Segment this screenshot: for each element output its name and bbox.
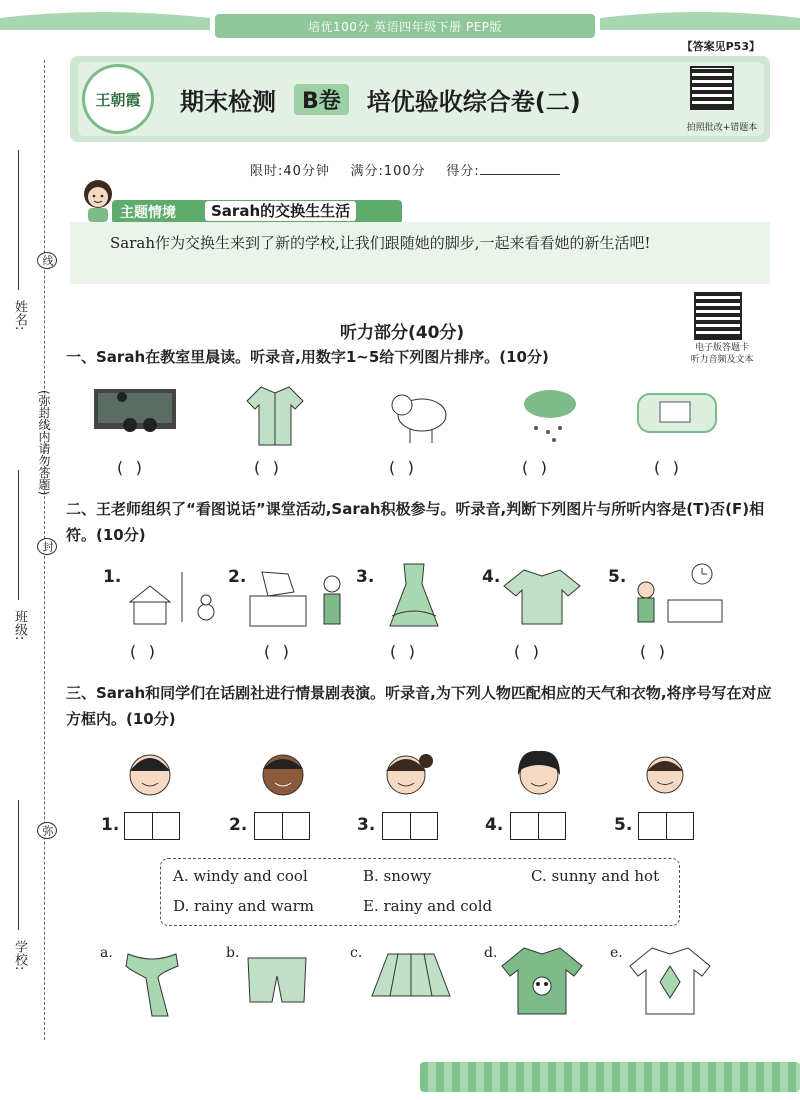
title-main: 培优验收综合卷(二) — [366, 88, 581, 116]
shirt-icon — [245, 383, 305, 447]
question-1: 一、Sarah在教室里晨读。听录音,用数字1~5给下列图片排序。(10分) — [66, 348, 549, 366]
seal-note: (弥封线内请勿答题) — [37, 390, 51, 496]
seal-mark-seal: 封 — [37, 538, 57, 555]
seal-mark-mi: 弥 — [37, 822, 57, 839]
intro-text: Sarah作为交换生来到了新的学校,让我们跟随她的脚步,一起来看看她的新生活吧! — [110, 234, 651, 252]
time-limit: 限时:40分钟 — [250, 164, 330, 179]
exam-meta — [250, 160, 560, 179]
dress-icon — [382, 560, 446, 634]
q3-box-1[interactable] — [124, 812, 180, 840]
listening-qr-icon[interactable] — [694, 292, 742, 340]
q3-num-3: 3. — [357, 815, 376, 835]
clothing-label-b: b. — [226, 945, 240, 961]
snowy-house-icon — [120, 562, 222, 632]
q1-answer-3[interactable]: ( ) — [387, 458, 416, 477]
q3-num-2: 2. — [229, 815, 248, 835]
skirt-icon — [368, 950, 454, 1002]
q2-answer-3[interactable]: ( ) — [388, 642, 417, 661]
q3-num-5: 5. — [614, 815, 633, 835]
rain-cloud-icon — [518, 382, 582, 446]
listening-qr-caption: 电子版答题卡 听力音频及文本 — [690, 343, 754, 365]
q2-num-1: 1. — [103, 567, 122, 587]
full-score: 满分:100分 — [350, 164, 426, 179]
score-label: 得分: — [446, 164, 480, 179]
q3-box-5[interactable] — [638, 812, 694, 840]
field-sign-icon — [636, 388, 718, 438]
title-exam: 期末检测 — [180, 88, 276, 116]
q3-num-4: 4. — [485, 815, 504, 835]
q2-answer-4[interactable]: ( ) — [512, 642, 541, 661]
ponytail-girl-face-icon — [380, 745, 434, 799]
question-2: 二、王老师组织了“看图说话”课堂活动,Sarah积极参与。听录音,判断下列图片与所听内容是(T)否(F)相符。(10分) — [66, 500, 765, 544]
clothing-label-a: a. — [100, 945, 113, 961]
seal-mark-line: 线 — [37, 252, 57, 269]
q3-box-3[interactable] — [382, 812, 438, 840]
question-3: 三、Sarah和同学们在话剧社进行情景剧表演。听录音,为下列人物匹配相应的天气和衣物,将序号写在对应方框内。(10分) — [66, 684, 772, 728]
qr-caption: 拍照批改+错题本 — [686, 123, 758, 133]
answer-reference: 【答案见P53】 — [681, 40, 760, 53]
girl-face-icon — [512, 745, 566, 799]
page-title — [180, 82, 581, 117]
clothing-label-c: c. — [350, 945, 363, 961]
t-shirt-icon — [502, 566, 582, 628]
score-blank[interactable] — [480, 162, 560, 175]
scarf-icon — [118, 948, 186, 1020]
argyle-sweater-icon — [628, 944, 712, 1016]
q2-num-3: 3. — [356, 567, 375, 587]
option-b: B. snowy — [363, 867, 432, 885]
small-boy-face-icon — [640, 745, 690, 799]
q2-num-2: 2. — [228, 567, 247, 587]
class-label: 班级: — [12, 610, 27, 641]
q2-num-5: 5. — [608, 567, 627, 587]
boy-face-icon — [125, 745, 175, 799]
q3-box-4[interactable] — [510, 812, 566, 840]
q1-answer-5[interactable]: ( ) — [652, 458, 681, 477]
brand-logo: 王朝霞 — [82, 64, 154, 134]
q2-num-4: 4. — [482, 567, 501, 587]
sheep-icon — [388, 383, 452, 445]
qr-code-icon[interactable] — [690, 66, 734, 110]
option-d: D. rainy and warm — [173, 897, 314, 915]
shorts-icon — [244, 952, 310, 1008]
school-label: 学校: — [12, 940, 27, 971]
bottom-wave — [420, 1062, 800, 1092]
dark-boy-face-icon — [258, 745, 308, 799]
weather-options-box — [160, 858, 680, 926]
paper-badge: B卷 — [294, 84, 349, 115]
classroom-blackboard-icon — [92, 385, 178, 441]
option-a: A. windy and cool — [173, 867, 308, 885]
theme-title: Sarah的交换生生活 — [205, 201, 356, 221]
option-e: E. rainy and cold — [363, 897, 493, 915]
clothing-label-e: e. — [610, 945, 623, 961]
school-line — [18, 800, 19, 930]
q1-answer-1[interactable]: ( ) — [115, 458, 144, 477]
name-label: 姓名: — [12, 300, 27, 331]
name-line — [18, 150, 19, 290]
class-line — [18, 470, 19, 600]
series-banner: 培优100分 英语四年级下册 PEP版 — [215, 14, 595, 38]
q2-answer-2[interactable]: ( ) — [262, 642, 291, 661]
q3-box-2[interactable] — [254, 812, 310, 840]
q3-num-1: 1. — [101, 815, 120, 835]
farm-horse-icon — [248, 562, 352, 632]
listening-title: 听力部分(40分) — [340, 323, 465, 343]
theme-label: 主题情境 — [120, 205, 176, 221]
q1-answer-2[interactable]: ( ) — [252, 458, 281, 477]
clothing-label-d: d. — [484, 945, 498, 961]
q1-answer-4[interactable]: ( ) — [520, 458, 549, 477]
bedroom-clock-icon — [628, 560, 724, 632]
q2-answer-5[interactable]: ( ) — [638, 642, 667, 661]
option-c: C. sunny and hot — [531, 867, 660, 885]
q2-answer-1[interactable]: ( ) — [128, 642, 157, 661]
panda-sweater-icon — [500, 944, 584, 1016]
